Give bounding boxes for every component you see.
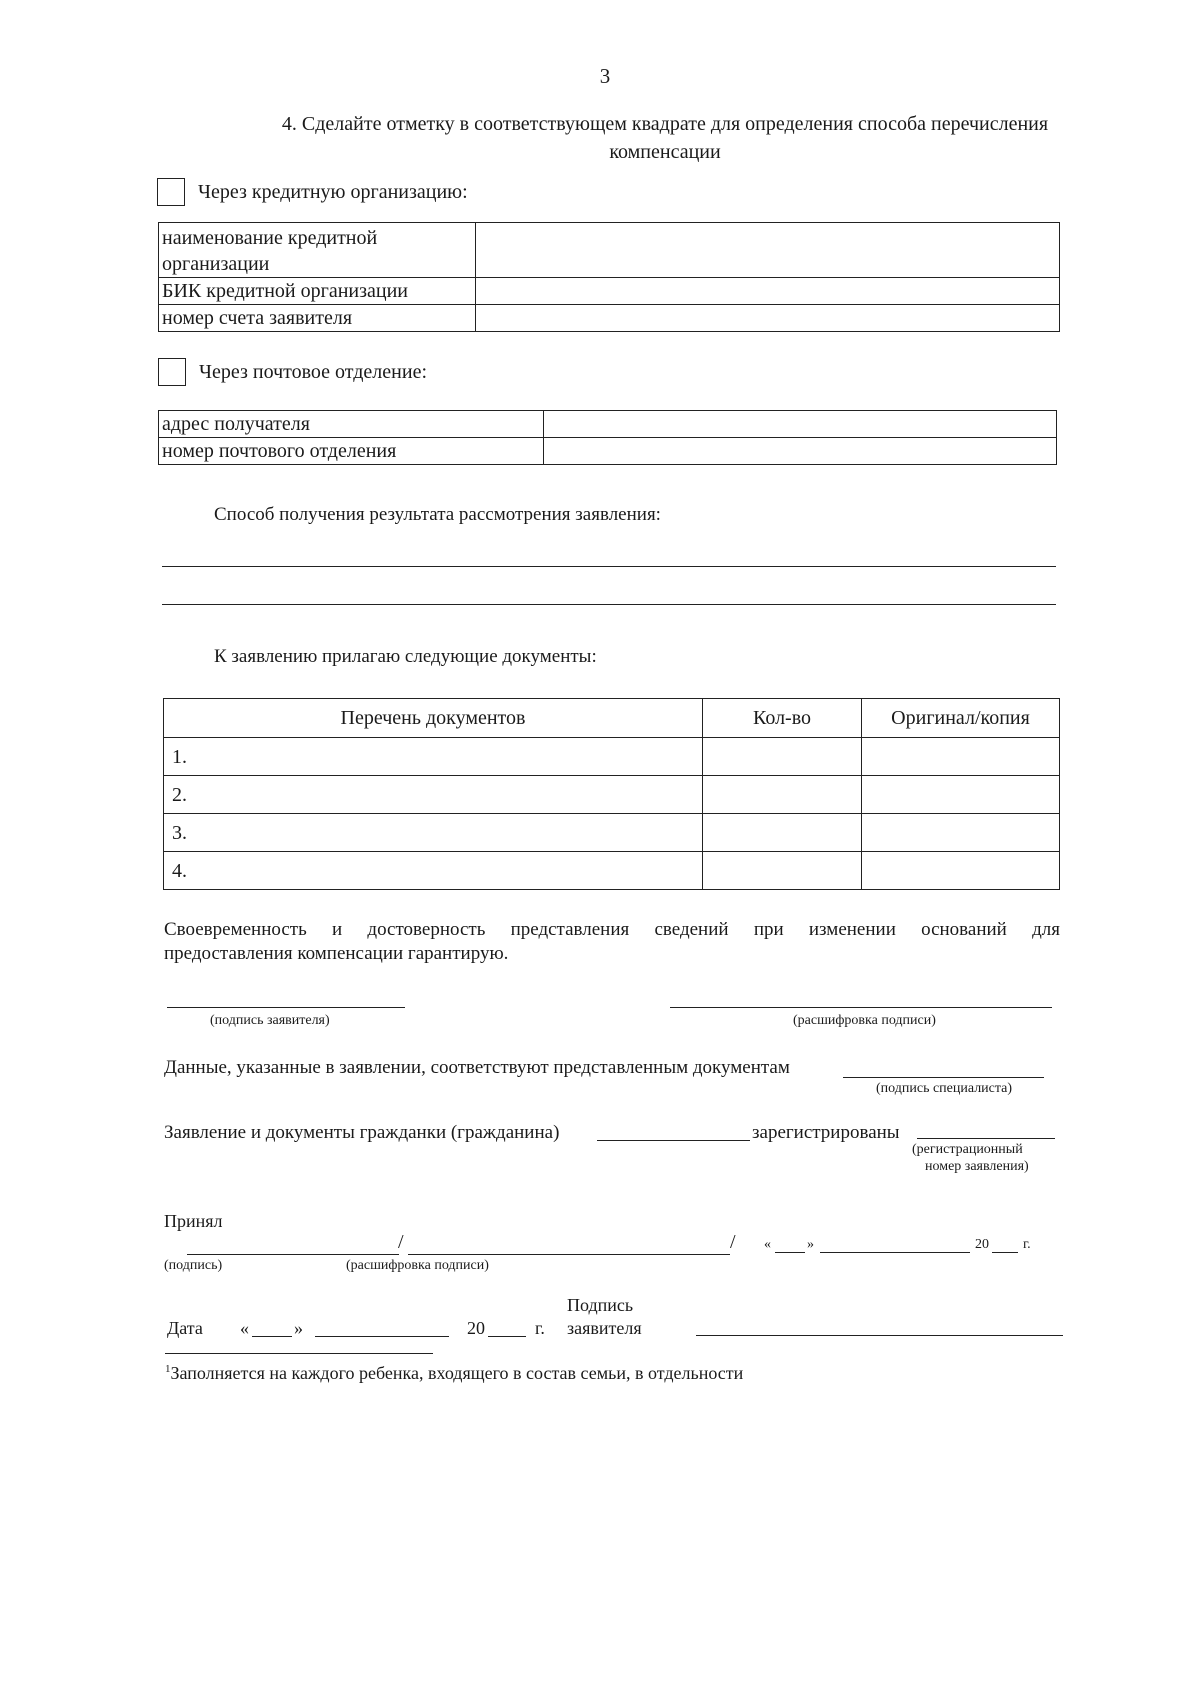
specialist-signature-line[interactable] [843, 1077, 1044, 1078]
guarantee-word: представления [510, 919, 630, 940]
guarantee-line2: предоставления компенсации гарантирую. [164, 943, 509, 964]
recipient-address-field[interactable] [544, 411, 1057, 438]
date-year-line[interactable] [488, 1336, 526, 1337]
accepted-year-suffix: г. [1023, 1237, 1031, 1252]
footnote-text: Заполняется на каждого ребенка, входящего в состав семьи, в отдельности [170, 1363, 744, 1383]
guarantee-word: при [753, 919, 784, 940]
post-details-table [158, 410, 1057, 465]
accepted-slash-2: / [730, 1231, 736, 1253]
bik-field[interactable] [476, 278, 1060, 305]
footnote-separator [165, 1353, 433, 1354]
signature-decode-caption: (расшифровка подписи) [793, 1013, 936, 1028]
date-year-suffix: г. [535, 1318, 545, 1338]
guarantee-word: оснований [921, 919, 1007, 940]
table-row [164, 852, 1060, 890]
document-cell[interactable]: 3. [164, 814, 703, 852]
guarantee-word: изменении [808, 919, 896, 940]
post-option-label: Через почтовое отделение: [199, 361, 428, 383]
bank-details-table [158, 222, 1060, 332]
post-office-field[interactable] [544, 438, 1057, 465]
accepted-year-prefix: 20 [975, 1237, 989, 1252]
accepted-year-line[interactable] [992, 1252, 1018, 1253]
accepted-label: Принял [164, 1211, 223, 1231]
guarantee-word: и [332, 919, 343, 940]
date-quote-close: » [294, 1318, 303, 1338]
accepted-signature-line[interactable] [187, 1254, 399, 1255]
specialist-signature-caption: (подпись специалиста) [876, 1081, 1013, 1096]
applicant-signature-line[interactable] [167, 1007, 405, 1008]
accepted-slash-1: / [398, 1231, 404, 1253]
accepted-quote-open: « [764, 1237, 771, 1252]
table-row [159, 278, 1060, 305]
quantity-cell[interactable] [703, 738, 862, 776]
attachments-label: К заявлению прилагаю следующие документы: [214, 646, 597, 667]
applicant-signature-caption: (подпись заявителя) [210, 1013, 330, 1028]
footnote-mark: 1 [165, 1363, 171, 1375]
quantity-cell[interactable] [703, 852, 862, 890]
accepted-decode-line[interactable] [408, 1254, 730, 1255]
type-cell[interactable] [862, 738, 1060, 776]
accepted-day-line[interactable] [775, 1252, 805, 1253]
bank-name-field[interactable] [476, 223, 1060, 278]
table-row [164, 738, 1060, 776]
date-day-line[interactable] [252, 1336, 292, 1337]
account-field[interactable] [476, 305, 1060, 332]
section-title [170, 110, 1160, 166]
result-method-label: Способ получения результата рассмотрения заявления: [214, 504, 661, 525]
header-original-copy: Оригинал/копия [862, 699, 1060, 738]
bank-name-label [159, 223, 476, 278]
bank-name-label-line1: наименование кредитной [162, 227, 378, 249]
applicant-sig-label-line2: заявителя [567, 1318, 642, 1338]
guarantee-word: сведений [654, 919, 729, 940]
date-year-prefix: 20 [467, 1318, 485, 1338]
guarantee-word: для [1032, 919, 1060, 940]
post-office-label: номер почтового отделения [159, 438, 544, 465]
date-label: Дата [167, 1318, 203, 1338]
document-cell[interactable]: 1. [164, 738, 703, 776]
table-row [164, 776, 1060, 814]
accepted-decode-caption: (расшифровка подписи) [346, 1258, 489, 1273]
registration-text2: зарегистрированы [752, 1122, 900, 1143]
registration-caption-line2: номер заявления) [925, 1159, 1029, 1174]
applicant-final-signature-line[interactable] [696, 1335, 1063, 1336]
result-method-line-2[interactable] [162, 604, 1056, 605]
signature-decode-line[interactable] [670, 1007, 1052, 1008]
result-method-line-1[interactable] [162, 566, 1056, 567]
table-row [159, 438, 1057, 465]
table-row [159, 411, 1057, 438]
post-checkbox[interactable] [158, 358, 186, 386]
header-quantity: Кол-во [703, 699, 862, 738]
table-row [164, 814, 1060, 852]
documents-table [163, 698, 1060, 890]
section-title-line2: компенсации [609, 141, 721, 163]
accepted-signature-caption: (подпись) [164, 1258, 223, 1273]
date-quote-open: « [240, 1318, 249, 1338]
type-cell[interactable] [862, 852, 1060, 890]
registration-number-line[interactable] [917, 1138, 1055, 1139]
applicant-sig-label-line1: Подпись [567, 1295, 634, 1315]
date-month-line[interactable] [315, 1336, 449, 1337]
registration-text1: Заявление и документы гражданки (гражданина) [164, 1122, 560, 1143]
registration-caption-line1: (регистрационный [912, 1142, 1023, 1157]
page-number: 3 [599, 64, 611, 88]
guarantee-line1 [164, 919, 1060, 941]
accepted-quote-close: » [807, 1237, 814, 1252]
bank-checkbox[interactable] [157, 178, 185, 206]
header-documents: Перечень документов [164, 699, 703, 738]
guarantee-word: достоверность [367, 919, 486, 940]
recipient-address-label: адрес получателя [159, 411, 544, 438]
type-cell[interactable] [862, 814, 1060, 852]
footnote [165, 1363, 743, 1384]
bank-name-label-line2: организации [162, 253, 270, 275]
accepted-month-line[interactable] [820, 1252, 970, 1253]
verification-text: Данные, указанные в заявлении, соответствуют представленным документам [164, 1057, 790, 1078]
document-cell[interactable]: 4. [164, 852, 703, 890]
bank-option-label: Через кредитную организацию: [198, 181, 468, 203]
type-cell[interactable] [862, 776, 1060, 814]
section-title-line1: 4. Сделайте отметку в соответствующем квадрате для определения способа перечисления [281, 113, 1049, 135]
documents-header-row [164, 699, 1060, 738]
guarantee-word: Своевременность [164, 919, 307, 940]
document-cell[interactable]: 2. [164, 776, 703, 814]
table-row [159, 305, 1060, 332]
quantity-cell[interactable] [703, 776, 862, 814]
table-row [159, 223, 1060, 278]
citizen-name-line[interactable] [597, 1140, 750, 1141]
account-label: номер счета заявителя [159, 305, 476, 332]
quantity-cell[interactable] [703, 814, 862, 852]
bik-label: БИК кредитной организации [159, 278, 476, 305]
